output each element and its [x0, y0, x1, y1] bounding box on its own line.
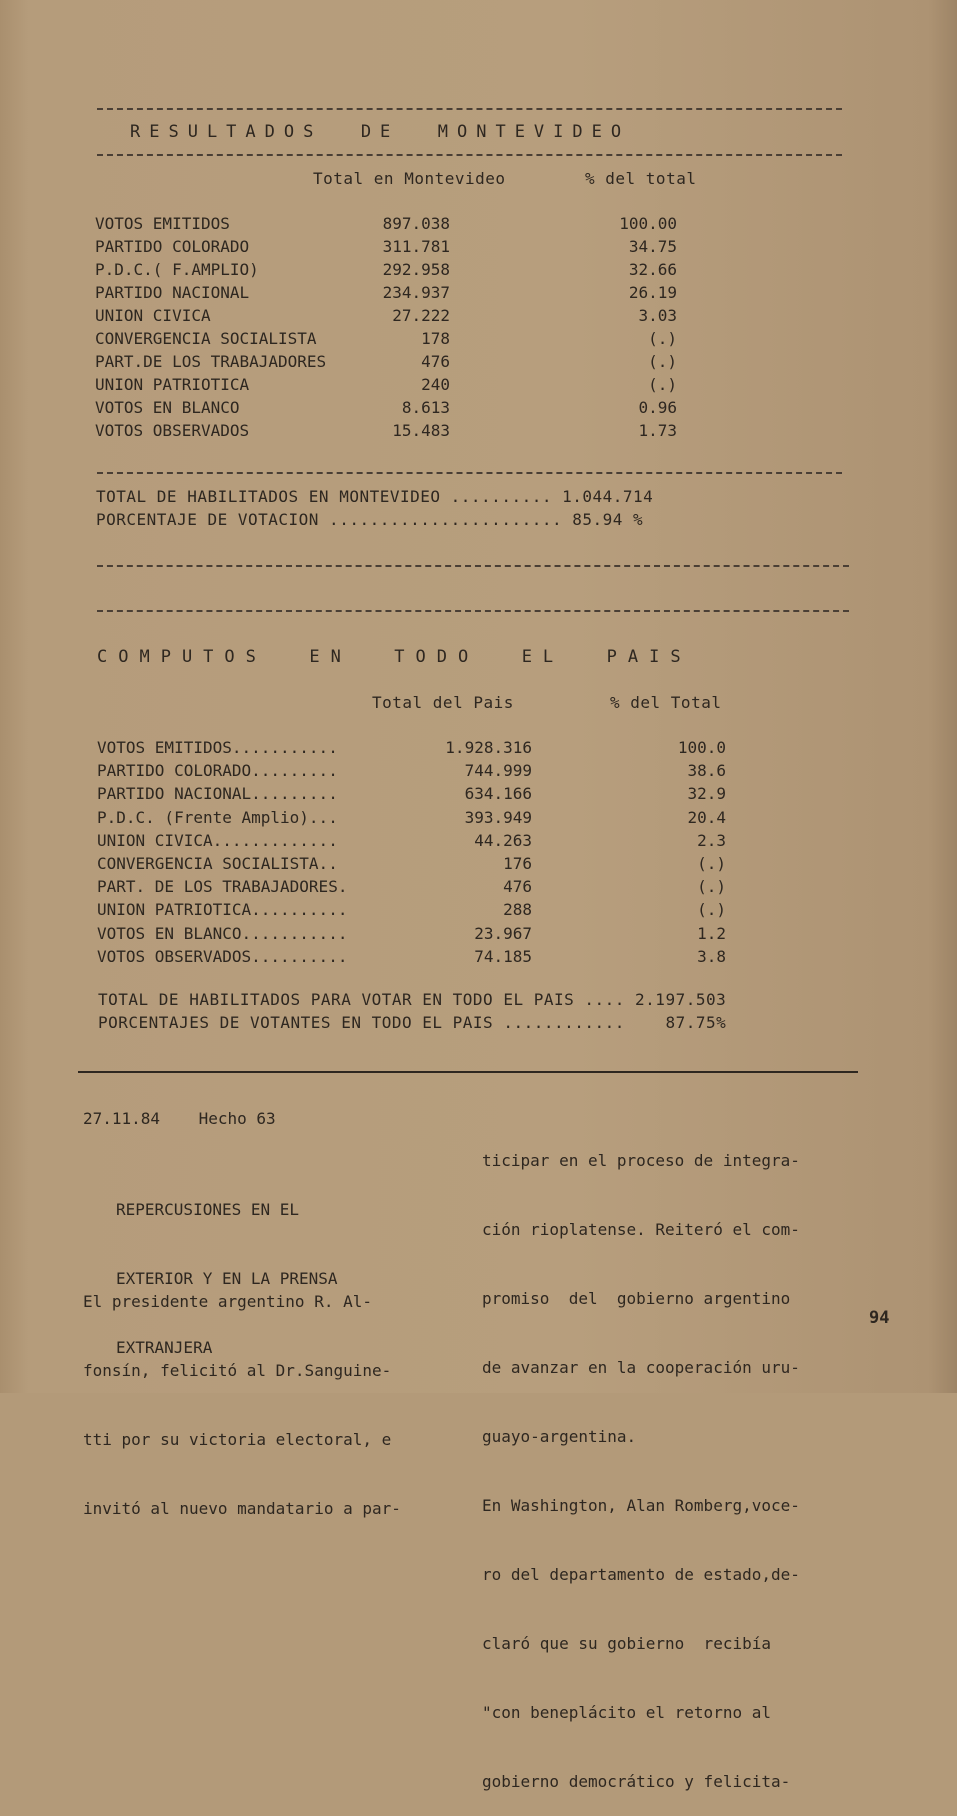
article-line: El presidente argentino R. Al- — [83, 1292, 372, 1311]
article-line: de avanzar en la cooperación uru- — [482, 1358, 800, 1377]
section-title-pais: COMPUTOS EN TODO EL PAIS — [97, 647, 692, 667]
article-line: ro del departamento de estado,de- — [482, 1565, 800, 1584]
row-label: PARTIDO NACIONAL — [95, 283, 250, 302]
row-total: 8.613 — [401, 398, 450, 417]
row-label: UNION CIVICA — [95, 306, 211, 325]
row-pct: (.) — [697, 900, 726, 920]
section-title-montevideo: RESULTADOS DE MONTEVIDEO — [130, 122, 631, 142]
row-label: CONVERGENCIA SOCIALISTA.. — [97, 854, 338, 873]
row-total: 74.185 — [474, 946, 532, 966]
row-label: P.D.C.( F.AMPLIO) — [95, 260, 259, 279]
row-pct: 0.96 — [638, 398, 677, 417]
article-line: gobierno democrático y felicita- — [482, 1772, 791, 1791]
article-heading-line: EXTRANJERA — [116, 1338, 213, 1357]
row-pct: (.) — [648, 329, 677, 348]
row-label: PART. DE LOS TRABAJADORES. — [97, 877, 348, 897]
row-total: 292.958 — [382, 260, 450, 279]
divider — [97, 610, 849, 612]
article-dateline: 27.11.84 Hecho 63 — [83, 1109, 276, 1128]
row-pct: 1.73 — [638, 421, 677, 440]
col-header-pct: % del Total — [610, 693, 722, 712]
divider — [97, 108, 842, 110]
article-heading-line: EXTERIOR Y EN LA PRENSA — [116, 1269, 338, 1288]
row-label: VOTOS EN BLANCO — [95, 398, 240, 417]
row-total: 176 — [503, 854, 532, 873]
row-label: VOTOS OBSERVADOS — [95, 421, 250, 440]
row-total: 393.949 — [464, 807, 532, 827]
row-pct: 20.4 — [687, 807, 726, 827]
row-total: 23.967 — [474, 923, 532, 943]
row-pct: (.) — [697, 877, 726, 897]
col-header-pct: % del total — [585, 169, 697, 188]
article-line: fonsín, felicitó al Dr.Sanguine- — [83, 1361, 392, 1380]
row-pct: 32.66 — [628, 260, 677, 279]
row-label: PARTIDO NACIONAL......... — [97, 784, 338, 804]
divider — [97, 472, 842, 474]
article-line: invitó al nuevo mandatario a par- — [83, 1499, 401, 1518]
article-line: guayo-argentina. — [482, 1427, 637, 1446]
article-right-column — [482, 1103, 800, 1816]
row-total: 44.263 — [474, 830, 532, 850]
row-total: 744.999 — [464, 761, 532, 781]
row-total: 311.781 — [382, 237, 450, 256]
row-pct: 32.9 — [687, 784, 726, 804]
row-pct: 3.8 — [697, 946, 726, 966]
article-line: tti por su victoria electoral, e — [83, 1430, 392, 1449]
row-pct: 26.19 — [628, 283, 677, 302]
row-pct: 3.03 — [638, 306, 677, 325]
row-total: 178 — [421, 329, 450, 348]
article-line: promiso del gobierno argentino — [482, 1289, 791, 1308]
row-label: VOTOS OBSERVADOS.......... — [97, 946, 348, 966]
row-pct: (.) — [648, 352, 677, 371]
porcentaje-montevideo: PORCENTAJE DE VOTACION ....................... 85.94 % — [96, 510, 644, 529]
row-pct: (.) — [697, 854, 726, 873]
row-label: UNION PATRIOTICA.......... — [97, 900, 348, 920]
row-pct: 38.6 — [687, 761, 726, 781]
row-label: VOTOS EMITIDOS — [95, 214, 230, 233]
row-pct: 1.2 — [697, 923, 726, 943]
row-label: P.D.C. (Frente Amplio)... — [97, 807, 338, 827]
row-label: UNION CIVICA............. — [97, 830, 338, 850]
row-label: PART.DE LOS TRABAJADORES — [95, 352, 327, 371]
row-pct: 34.75 — [628, 237, 677, 256]
row-label: UNION PATRIOTICA — [95, 375, 250, 394]
row-total: 897.038 — [382, 214, 450, 233]
row-total: 634.166 — [464, 784, 532, 804]
col-header-total: Total del Pais — [372, 693, 514, 712]
row-label: PARTIDO COLORADO......... — [97, 761, 338, 781]
col-header-total: Total en Montevideo — [313, 169, 506, 188]
habilitados-montevideo: TOTAL DE HABILITADOS EN MONTEVIDEO .......... 1.044.714 — [96, 487, 654, 506]
divider — [97, 565, 849, 567]
row-total: 476 — [503, 877, 532, 897]
article-left-column — [83, 1244, 401, 1543]
row-total: 476 — [421, 352, 450, 371]
row-total: 27.222 — [392, 306, 450, 325]
row-label: VOTOS EMITIDOS........... — [97, 738, 338, 757]
row-total: 234.937 — [382, 283, 450, 302]
row-total: 288 — [503, 900, 532, 920]
porcentaje-pais: PORCENTAJES DE VOTANTES EN TODO EL PAIS ............ 87.75% — [98, 1013, 727, 1032]
row-label: PARTIDO COLORADO — [95, 237, 250, 256]
article-line: claró que su gobierno recibía — [482, 1634, 771, 1653]
row-pct: (.) — [648, 375, 677, 394]
row-total: 1.928.316 — [445, 738, 532, 757]
article-line: En Washington, Alan Romberg,voce- — [482, 1496, 800, 1515]
row-total: 15.483 — [392, 421, 450, 440]
divider — [97, 154, 842, 156]
row-label: CONVERGENCIA SOCIALISTA — [95, 329, 317, 348]
row-pct: 100.00 — [619, 214, 677, 233]
article-line: ción rioplatense. Reiteró el com- — [482, 1220, 800, 1239]
divider — [78, 1071, 858, 1073]
row-label: VOTOS EN BLANCO........... — [97, 923, 348, 943]
article-heading-line: REPERCUSIONES EN EL — [116, 1200, 300, 1219]
article-line: ticipar en el proceso de integra- — [482, 1151, 800, 1170]
article-line: "con beneplácito el retorno al — [482, 1703, 771, 1722]
row-pct: 100.0 — [677, 738, 726, 757]
habilitados-pais: TOTAL DE HABILITADOS PARA VOTAR EN TODO EL PAIS .... 2.197.503 — [98, 990, 727, 1009]
page-number: 94 — [869, 1308, 890, 1328]
row-pct: 2.3 — [697, 830, 726, 850]
row-total: 240 — [421, 375, 450, 394]
